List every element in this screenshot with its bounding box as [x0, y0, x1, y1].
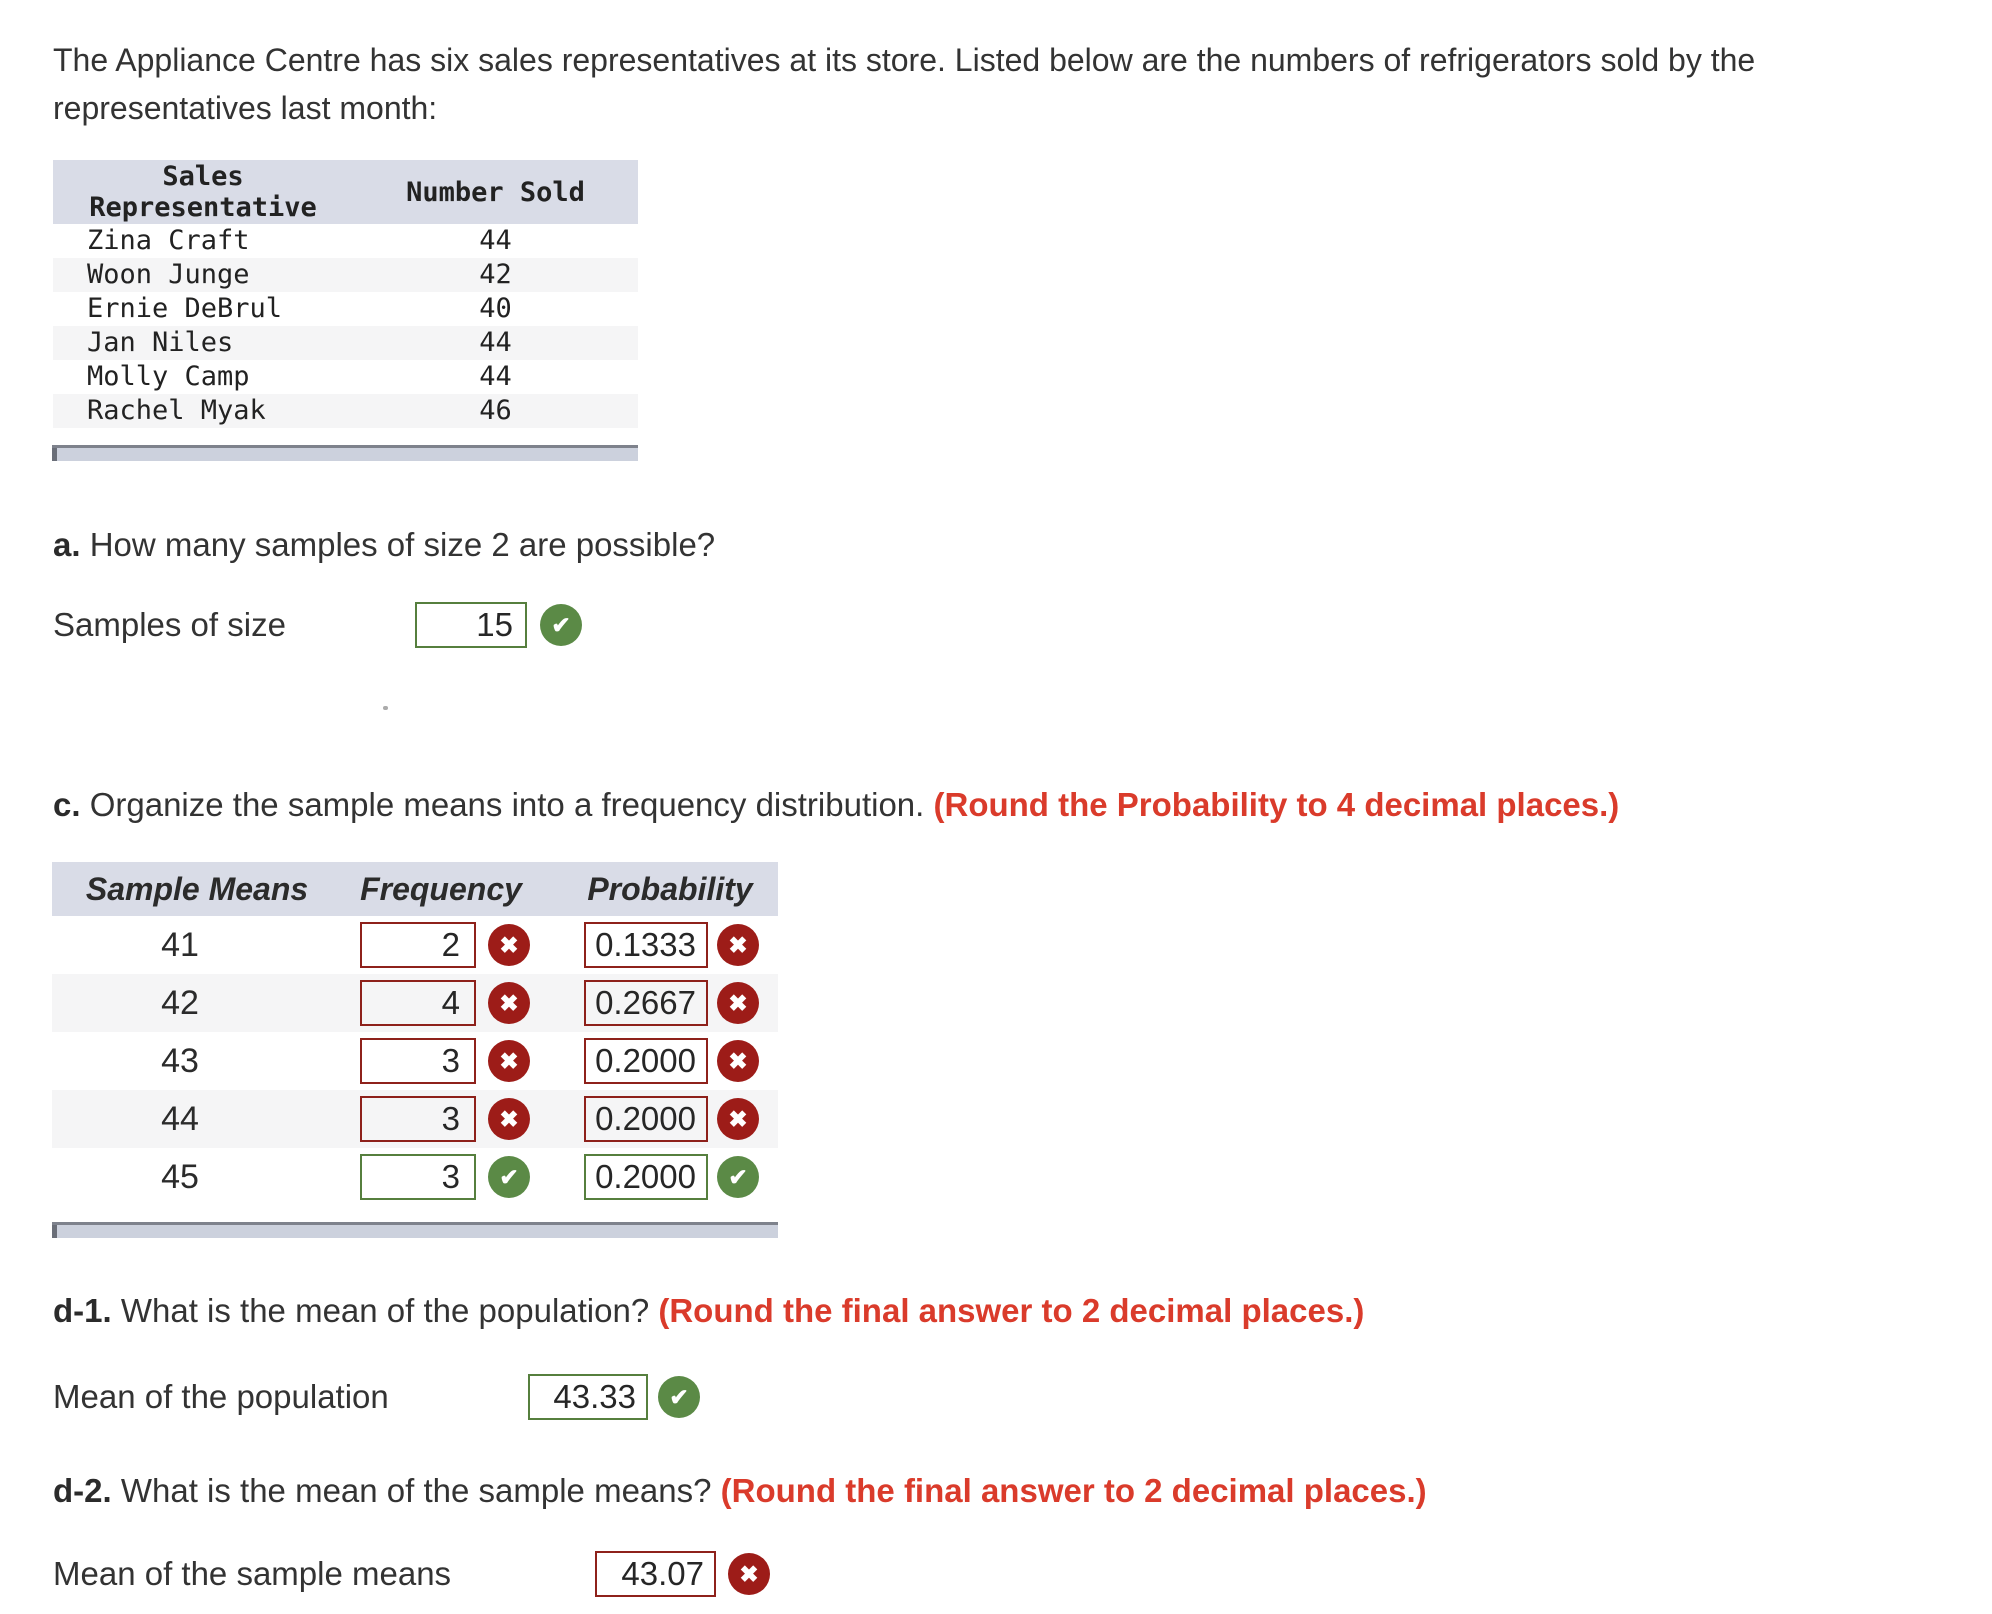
- frequency-input[interactable]: [360, 922, 476, 968]
- rep-sold: 44: [479, 361, 512, 392]
- question-d1-text: What is the mean of the population?: [120, 1292, 650, 1329]
- frequency-column-header: Frequency: [360, 871, 522, 907]
- problem-statement: [53, 36, 1963, 132]
- sales-table-scrollbar[interactable]: [52, 445, 638, 461]
- question-d1-prefix: d-1.: [53, 1292, 112, 1329]
- rep-sold: 42: [479, 259, 512, 290]
- sample-means-column-header: Sample Means: [85, 871, 309, 907]
- problem-statement-line1: The Appliance Centre has six sales representatives at its store. Listed below are the numbers of refrigerators sold by the: [53, 42, 1756, 78]
- table-row: [53, 326, 638, 360]
- frequency-input[interactable]: [360, 1038, 476, 1084]
- frequency-row: [52, 974, 778, 1032]
- sample-mean-value: 44: [161, 1100, 199, 1138]
- mean-of-population-label: Mean of the population: [53, 1378, 389, 1415]
- frequency-input[interactable]: [360, 1096, 476, 1142]
- probability-input[interactable]: [584, 980, 708, 1026]
- samples-of-size-label: Samples of size: [53, 606, 286, 643]
- correct-check-icon: ✔: [717, 1156, 759, 1198]
- mean-of-sample-means-input[interactable]: [595, 1551, 716, 1597]
- incorrect-x-icon: ✖: [717, 982, 759, 1024]
- problem-statement-line2: representatives last month:: [53, 90, 438, 126]
- table-row: [53, 394, 638, 428]
- incorrect-x-icon: ✖: [488, 924, 530, 966]
- sales-table: [53, 160, 638, 428]
- frequency-row: [52, 1090, 778, 1148]
- stray-dot: [383, 706, 388, 710]
- frequency-input[interactable]: [360, 980, 476, 1026]
- incorrect-x-icon: ✖: [488, 982, 530, 1024]
- rep-name: Molly Camp: [87, 361, 250, 392]
- sample-mean-value: 42: [161, 984, 199, 1022]
- question-d2-prefix: d-2.: [53, 1472, 112, 1509]
- samples-of-size-input[interactable]: [415, 602, 527, 648]
- question-c-heading: [53, 786, 1619, 824]
- table-row: [53, 360, 638, 394]
- question-c-prefix: c.: [53, 786, 81, 823]
- incorrect-x-icon: ✖: [488, 1040, 530, 1082]
- incorrect-x-icon: ✖: [717, 1098, 759, 1140]
- incorrect-x-icon: ✖: [717, 1040, 759, 1082]
- probability-input[interactable]: [584, 922, 708, 968]
- incorrect-x-icon: ✖: [488, 1098, 530, 1140]
- question-a-prefix: a.: [53, 526, 81, 563]
- sales-table-header: [53, 160, 638, 224]
- rep-sold: 44: [479, 327, 512, 358]
- sample-mean-value: 41: [161, 926, 199, 964]
- sample-mean-value: 45: [161, 1158, 199, 1196]
- rep-sold: 46: [479, 395, 512, 426]
- rep-sold: 44: [479, 225, 512, 256]
- incorrect-x-icon: ✖: [728, 1553, 770, 1595]
- frequency-distribution-table: [52, 862, 778, 1206]
- question-a-answer-row: [53, 602, 653, 648]
- correct-check-icon: ✔: [488, 1156, 530, 1198]
- table-row: [53, 224, 638, 258]
- frequency-table-header: [52, 862, 778, 916]
- mean-of-population-input[interactable]: [528, 1374, 648, 1420]
- question-d1-note: (Round the final answer to 2 decimal places.): [658, 1292, 1365, 1329]
- frequency-input[interactable]: [360, 1154, 476, 1200]
- mean-of-sample-means-label: Mean of the sample means: [53, 1555, 452, 1592]
- rep-name: Rachel Myak: [87, 395, 266, 426]
- sales-rep-column-header: Sales Representative: [89, 161, 317, 223]
- rep-name: Woon Junge: [87, 259, 250, 290]
- question-c-text: Organize the sample means into a frequency distribution.: [89, 786, 925, 823]
- question-d2-note: (Round the final answer to 2 decimal places.): [720, 1472, 1427, 1509]
- frequency-row: [52, 916, 778, 974]
- table-row: [53, 258, 638, 292]
- probability-column-header: Probability: [587, 871, 753, 907]
- correct-check-icon: ✔: [658, 1376, 700, 1418]
- number-sold-column-header: Number Sold: [406, 176, 585, 208]
- question-d2-answer-row: [53, 1551, 813, 1597]
- question-d1-answer-row: [53, 1374, 773, 1420]
- probability-input[interactable]: [584, 1038, 708, 1084]
- rep-sold: 40: [479, 293, 512, 324]
- probability-input[interactable]: [584, 1154, 708, 1200]
- rep-name: Jan Niles: [87, 327, 234, 358]
- question-a-heading: [53, 526, 715, 564]
- question-d2-text: What is the mean of the sample means?: [120, 1472, 712, 1509]
- table-row: [53, 292, 638, 326]
- frequency-row: [52, 1148, 778, 1206]
- question-c-note: (Round the Probability to 4 decimal places.): [933, 786, 1620, 823]
- rep-name: Zina Craft: [87, 225, 250, 256]
- question-d2-heading: [53, 1472, 1427, 1510]
- sample-mean-value: 43: [161, 1042, 199, 1080]
- question-a-text: How many samples of size 2 are possible?: [89, 526, 716, 563]
- rep-name: Ernie DeBrul: [87, 293, 283, 324]
- correct-check-icon: ✔: [540, 604, 582, 646]
- frequency-row: [52, 1032, 778, 1090]
- probability-input[interactable]: [584, 1096, 708, 1142]
- question-d1-heading: [53, 1292, 1364, 1330]
- frequency-table-scrollbar[interactable]: [52, 1222, 778, 1238]
- incorrect-x-icon: ✖: [717, 924, 759, 966]
